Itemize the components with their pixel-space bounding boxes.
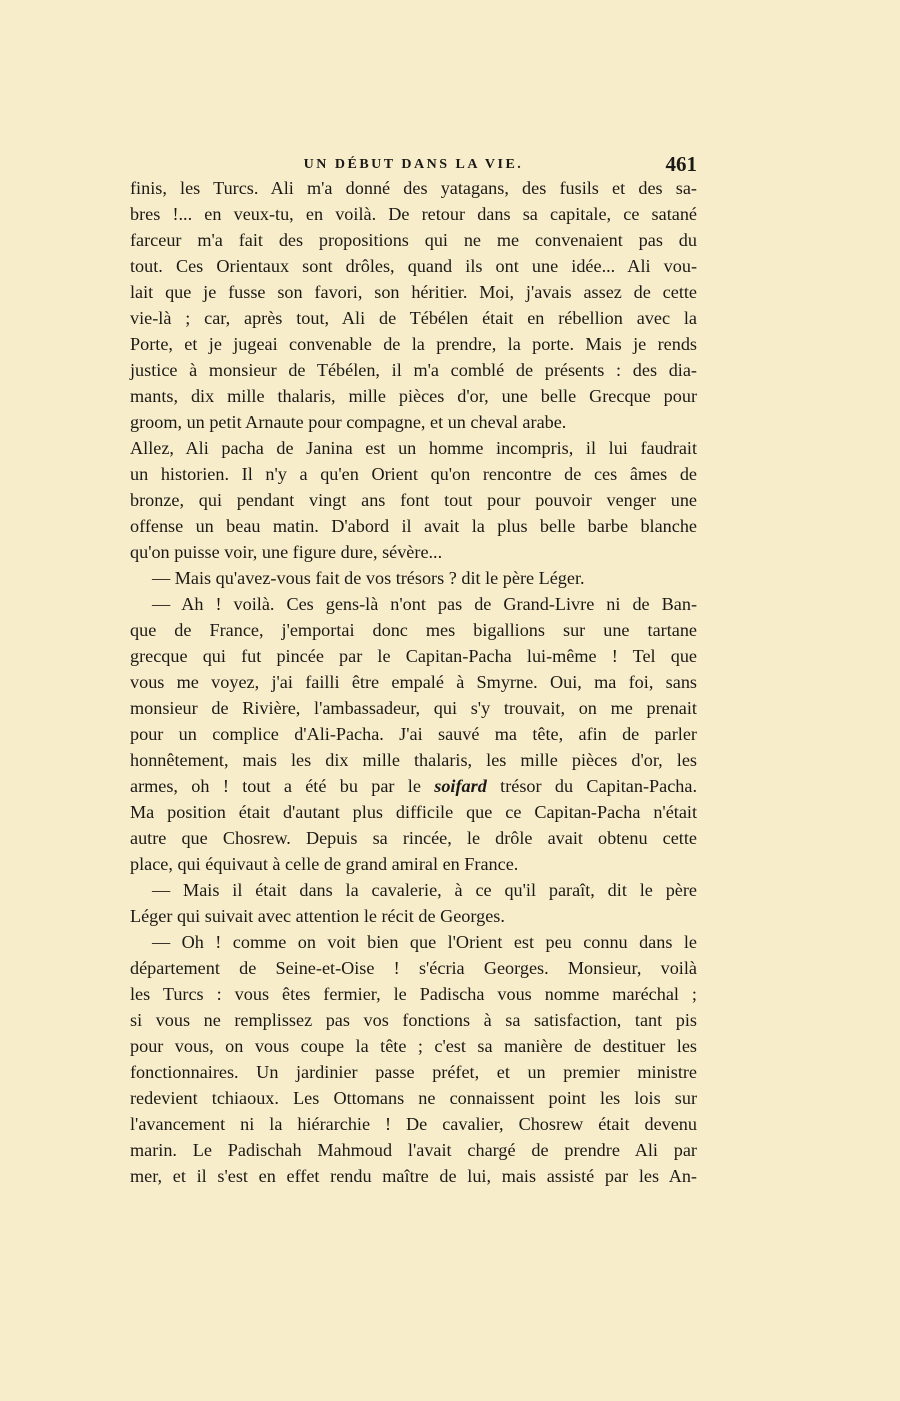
text-line xyxy=(130,487,697,513)
text-line xyxy=(130,643,697,669)
line-text: — Mais il était dans la cavalerie, à ce qu'il paraît, dit le père xyxy=(152,880,697,900)
line-text: vie-là ; car, après tout, Ali de Tébélen était en rébellion avec la xyxy=(130,308,697,328)
line-text: — Mais qu'avez-vous fait de vos trésors ? dit le père Léger. xyxy=(152,568,585,588)
running-title: UN DÉBUT DANS LA VIE. xyxy=(303,157,524,172)
text-line xyxy=(130,513,697,539)
line-text: marin. Le Padischah Mahmoud l'avait chargé de prendre Ali par xyxy=(130,1140,697,1160)
text-line xyxy=(130,591,697,617)
text-line xyxy=(130,539,697,565)
line-text: Allez, Ali pacha de Janina est un homme incompris, il lui faudrait xyxy=(130,438,697,458)
line-text: honnêtement, mais les dix mille thalaris, les mille pièces d'or, les xyxy=(130,750,697,770)
text-line xyxy=(130,981,697,1007)
line-text: justice à monsieur de Tébélen, il m'a comblé de présents : des dia- xyxy=(130,360,697,380)
body-text xyxy=(130,175,697,1189)
text-line xyxy=(130,227,697,253)
line-text: groom, un petit Arnaute pour compagne, et un cheval arabe. xyxy=(130,412,567,432)
line-text: si vous ne remplissez pas vos fonctions à sa satisfaction, tant pis xyxy=(130,1010,697,1030)
page-number: 461 xyxy=(665,152,697,176)
line-text: Ma position était d'autant plus difficile que ce Capitan-Pacha n'était xyxy=(130,802,697,822)
line-text: que de France, j'emportai donc mes bigallions sur une tartane xyxy=(130,620,697,640)
line-text: mants, dix mille thalaris, mille pièces d'or, une belle Grecque pour xyxy=(130,386,697,406)
text-line xyxy=(130,799,697,825)
line-text: mer, et il s'est en effet rendu maître de lui, mais assisté par les An- xyxy=(130,1166,697,1186)
line-text: farceur m'a fait des propositions qui ne me convenaient pas du xyxy=(130,230,697,250)
text-line xyxy=(130,877,697,903)
text-line xyxy=(130,1163,697,1189)
text-line xyxy=(130,1059,697,1085)
line-text: — Oh ! comme on voit bien que l'Orient est peu connu dans le xyxy=(152,932,697,952)
line-text: grecque qui fut pincée par le Capitan-Pacha lui-même ! Tel que xyxy=(130,646,697,666)
line-text: Porte, et je jugeai convenable de la prendre, la porte. Mais je rends xyxy=(130,334,697,354)
text-segment: armes, oh ! tout a été bu par le xyxy=(130,776,435,796)
text-line xyxy=(130,825,697,851)
text-line xyxy=(130,747,697,773)
text-line xyxy=(130,331,697,357)
line-text: redevient tchiaoux. Les Ottomans ne connaissent point les lois sur xyxy=(130,1088,697,1108)
text-line xyxy=(130,435,697,461)
line-text: un historien. Il n'y a qu'en Orient qu'on rencontre de ces âmes de xyxy=(130,464,697,484)
line-text: qu'on puisse voir, une figure dure, sévère... xyxy=(130,542,443,562)
text-line xyxy=(130,903,697,929)
line-text: vous me voyez, j'ai failli être empalé à Smyrne. Oui, ma foi, sans xyxy=(130,672,697,692)
text-line xyxy=(130,669,697,695)
text-line xyxy=(130,851,697,877)
line-text: fonctionnaires. Un jardinier passe préfet, et un premier ministre xyxy=(130,1062,697,1082)
italic-word: soifard xyxy=(434,776,487,796)
text-line xyxy=(130,695,697,721)
text-line xyxy=(130,279,697,305)
line-text: lait que je fusse son favori, son héritier. Moi, j'avais assez de cette xyxy=(130,282,697,302)
text-line xyxy=(130,1033,697,1059)
text-line xyxy=(130,1111,697,1137)
text-line xyxy=(130,201,697,227)
text-line xyxy=(130,1085,697,1111)
line-text: offense un beau matin. D'abord il avait la plus belle barbe blanche xyxy=(130,516,697,536)
line-text: département de Seine-et-Oise ! s'écria Georges. Monsieur, voilà xyxy=(130,958,697,978)
line-text xyxy=(130,773,697,799)
text-line xyxy=(130,721,697,747)
text-segment: trésor du Capitan-Pacha. xyxy=(486,776,697,796)
line-text: les Turcs : vous êtes fermier, le Padischa vous nomme maréchal ; xyxy=(130,984,697,1004)
line-text: finis, les Turcs. Ali m'a donné des yatagans, des fusils et des sa- xyxy=(130,178,697,198)
line-text: — Ah ! voilà. Ces gens-là n'ont pas de Grand-Livre ni de Ban- xyxy=(152,594,697,614)
line-text: bronze, qui pendant vingt ans font tout pour pouvoir venger une xyxy=(130,490,697,510)
line-text: Léger qui suivait avec attention le récit de Georges. xyxy=(130,906,505,926)
text-line xyxy=(130,357,697,383)
line-text: tout. Ces Orientaux sont drôles, quand ils ont une idée... Ali vou- xyxy=(130,256,697,276)
text-line xyxy=(130,955,697,981)
text-line xyxy=(130,1007,697,1033)
text-line xyxy=(130,617,697,643)
line-text: pour un complice d'Ali-Pacha. J'ai sauvé ma tête, afin de parler xyxy=(130,724,697,744)
line-text: autre que Chosrew. Depuis sa rincée, le drôle avait obtenu cette xyxy=(130,828,697,848)
line-text: pour vous, on vous coupe la tête ; c'est sa manière de destituer les xyxy=(130,1036,697,1056)
text-line xyxy=(130,461,697,487)
text-line xyxy=(130,409,697,435)
text-line xyxy=(130,1137,697,1163)
line-text: monsieur de Rivière, l'ambassadeur, qui s'y trouvait, on me prenait xyxy=(130,698,697,718)
text-line xyxy=(130,253,697,279)
line-text: place, qui équivaut à celle de grand amiral en France. xyxy=(130,854,519,874)
line-text: bres !... en veux-tu, en voilà. De retour dans sa capitale, ce satané xyxy=(130,204,697,224)
text-line xyxy=(130,305,697,331)
text-line xyxy=(130,929,697,955)
line-text: l'avancement ni la hiérarchie ! De cavalier, Chosrew était devenu xyxy=(130,1114,697,1134)
text-line xyxy=(130,565,697,591)
text-line xyxy=(130,773,697,799)
text-line xyxy=(130,383,697,409)
text-line xyxy=(130,175,697,201)
